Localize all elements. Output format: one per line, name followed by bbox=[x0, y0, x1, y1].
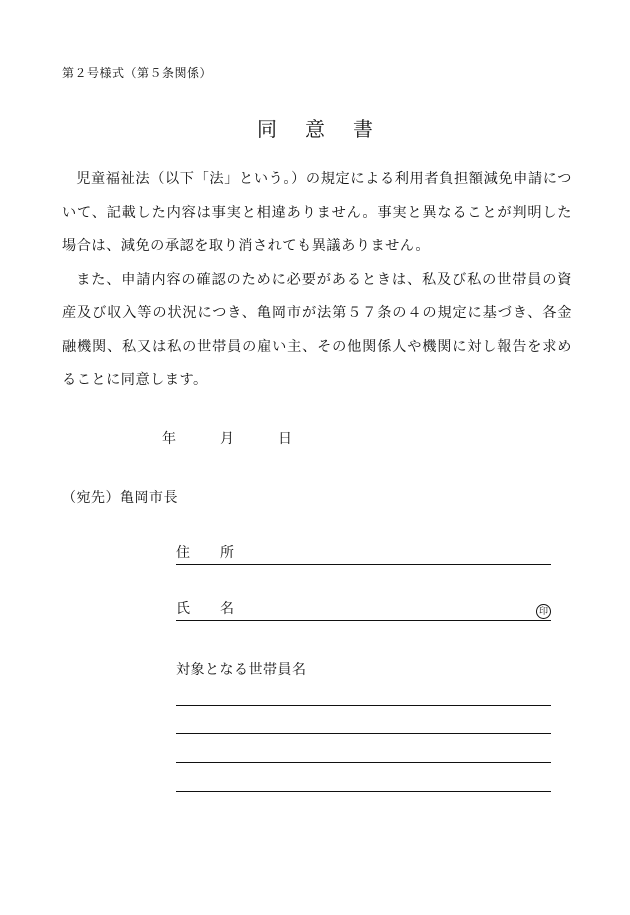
consent-paragraph-2: また、申請内容の確認のために必要があるときは、私及び私の世帯員の資産及び収入等の状況につき、亀岡市が法第５７条の４の規定に基づき、各金融機関、私又は私の世帯員の雇い主、その他関係人や機関に対し報告を求めることに同意します。 bbox=[62, 271, 572, 388]
household-member-line[interactable] bbox=[176, 762, 551, 763]
addressee: （宛先）亀岡市長 bbox=[62, 490, 178, 506]
form-number: 第２号様式（第５条関係） bbox=[62, 66, 213, 80]
name-field[interactable] bbox=[176, 598, 551, 621]
consent-paragraph-1: 児童福祉法（以下「法」という。）の規定による利用者負担額減免申請について、記載した内容は事実と相違ありません。事実と異なることが判明した場合は、減免の承認を取り消されても異議ありません。 bbox=[62, 171, 572, 254]
date-month-label: 月 bbox=[220, 431, 234, 447]
seal-mark: 印 bbox=[536, 604, 551, 619]
household-member-line[interactable] bbox=[176, 705, 551, 706]
household-member-line[interactable] bbox=[176, 733, 551, 734]
address-label: 住所 bbox=[176, 545, 264, 561]
name-label: 氏名 bbox=[176, 601, 264, 617]
consent-body bbox=[62, 163, 572, 398]
document-title: 同意書 bbox=[257, 117, 401, 141]
address-field[interactable] bbox=[176, 542, 551, 565]
household-member-line[interactable] bbox=[176, 791, 551, 792]
date-day-label: 日 bbox=[278, 431, 292, 447]
household-members-label: 対象となる世帯員名 bbox=[176, 662, 307, 678]
date-year-label: 年 bbox=[162, 431, 176, 447]
